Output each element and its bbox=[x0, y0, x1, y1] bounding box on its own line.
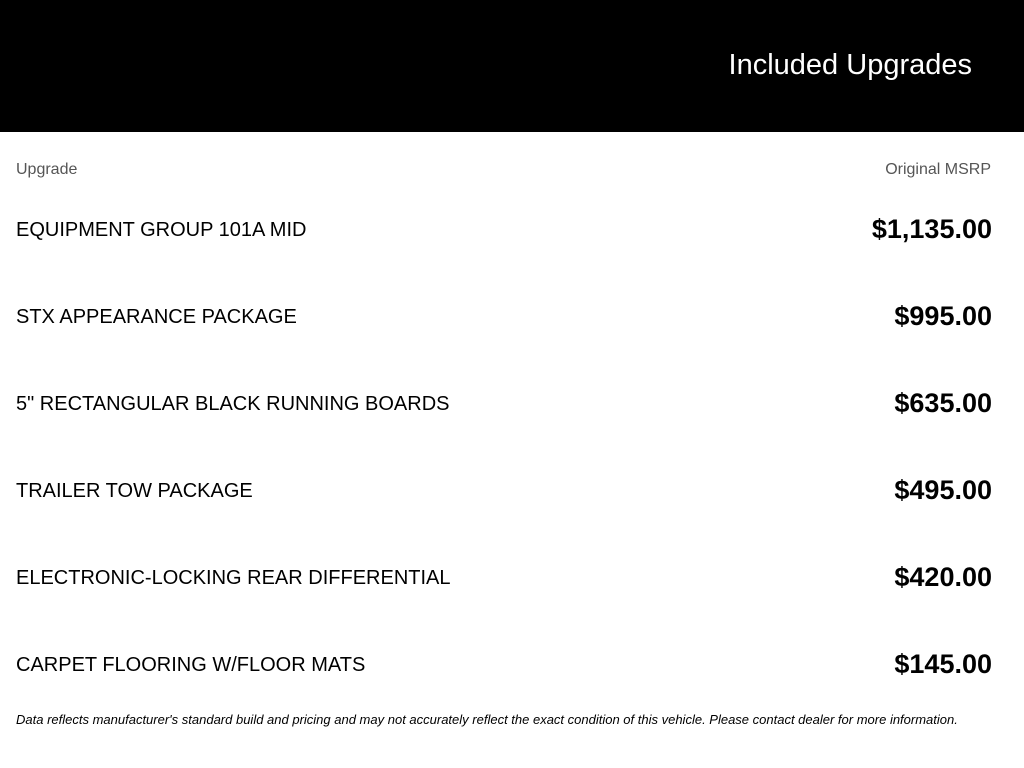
upgrade-row bbox=[16, 445, 992, 532]
upgrade-name: STX APPEARANCE PACKAGE bbox=[16, 306, 297, 328]
upgrade-name: CARPET FLOORING W/FLOOR MATS bbox=[16, 654, 366, 676]
upgrade-price: $495.00 bbox=[894, 475, 992, 505]
upgrade-row bbox=[16, 184, 992, 271]
header-banner bbox=[0, 0, 1024, 132]
page-title: Included Upgrades bbox=[728, 49, 972, 81]
upgrade-row bbox=[16, 358, 992, 445]
column-headers bbox=[16, 160, 991, 180]
upgrade-name: 5" RECTANGULAR BLACK RUNNING BOARDS bbox=[16, 393, 450, 415]
upgrade-name: TRAILER TOW PACKAGE bbox=[16, 480, 253, 502]
upgrade-price: $635.00 bbox=[894, 388, 992, 418]
upgrade-name: EQUIPMENT GROUP 101A MID bbox=[16, 219, 307, 241]
upgrade-row bbox=[16, 271, 992, 358]
column-header-msrp: Original MSRP bbox=[885, 161, 991, 178]
upgrades-list bbox=[16, 184, 992, 706]
upgrade-name: ELECTRONIC-LOCKING REAR DIFFERENTIAL bbox=[16, 567, 451, 589]
disclaimer-footnote: Data reflects manufacturer's standard build and pricing and may not accurately reflect the exact condition of this vehicle. Please contact dealer for more information. bbox=[16, 712, 958, 727]
upgrade-price: $420.00 bbox=[894, 562, 992, 592]
upgrade-row bbox=[16, 619, 992, 706]
column-header-upgrade: Upgrade bbox=[16, 161, 78, 178]
upgrade-price: $995.00 bbox=[894, 301, 992, 331]
upgrade-price: $1,135.00 bbox=[871, 214, 992, 244]
upgrade-row bbox=[16, 532, 992, 619]
upgrade-price: $145.00 bbox=[894, 649, 992, 679]
